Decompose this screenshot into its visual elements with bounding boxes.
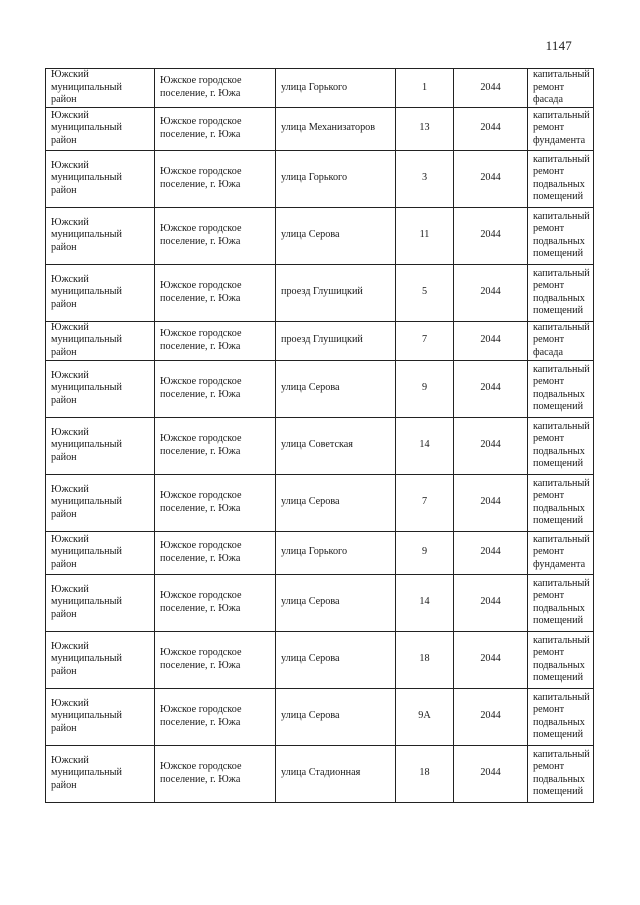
district-cell: Южский муниципальный район <box>46 474 155 531</box>
table-row <box>46 745 594 802</box>
district-cell: Южский муниципальный район <box>46 531 155 574</box>
year-cell: 2044 <box>454 207 528 264</box>
table-row <box>46 360 594 417</box>
district-cell: Южский муниципальный район <box>46 107 155 150</box>
district-cell: Южский муниципальный район <box>46 321 155 360</box>
table-row <box>46 150 594 207</box>
year-cell: 2044 <box>454 745 528 802</box>
year-cell: 2044 <box>454 474 528 531</box>
house-number-cell: 7 <box>396 321 454 360</box>
house-number-cell: 9 <box>396 360 454 417</box>
work-type-cell: капитальный ремонт фасада <box>528 321 594 360</box>
street-cell: улица Серова <box>276 207 396 264</box>
repair-schedule-table <box>45 68 594 803</box>
settlement-cell: Южское городское поселение, г. Южа <box>155 321 276 360</box>
work-type-cell: капитальный ремонт подвальных помещений <box>528 688 594 745</box>
street-cell: улица Серова <box>276 360 396 417</box>
district-cell: Южский муниципальный район <box>46 574 155 631</box>
house-number-cell: 7 <box>396 474 454 531</box>
street-cell: улица Советская <box>276 417 396 474</box>
year-cell: 2044 <box>454 417 528 474</box>
table-row <box>46 264 594 321</box>
district-cell: Южский муниципальный район <box>46 417 155 474</box>
year-cell: 2044 <box>454 688 528 745</box>
year-cell: 2044 <box>454 264 528 321</box>
work-type-cell: капитальный ремонт подвальных помещений <box>528 474 594 531</box>
settlement-cell: Южское городское поселение, г. Южа <box>155 69 276 108</box>
year-cell: 2044 <box>454 531 528 574</box>
table-row <box>46 474 594 531</box>
house-number-cell: 5 <box>396 264 454 321</box>
street-cell: проезд Глушицкий <box>276 264 396 321</box>
district-cell: Южский муниципальный район <box>46 264 155 321</box>
settlement-cell: Южское городское поселение, г. Южа <box>155 531 276 574</box>
district-cell: Южский муниципальный район <box>46 207 155 264</box>
table-body <box>46 69 594 803</box>
house-number-cell: 11 <box>396 207 454 264</box>
house-number-cell: 18 <box>396 745 454 802</box>
table-row <box>46 321 594 360</box>
table-row <box>46 69 594 108</box>
page-number: 1147 <box>545 38 572 53</box>
settlement-cell: Южское городское поселение, г. Южа <box>155 745 276 802</box>
table-row <box>46 531 594 574</box>
year-cell: 2044 <box>454 69 528 108</box>
settlement-cell: Южское городское поселение, г. Южа <box>155 107 276 150</box>
settlement-cell: Южское городское поселение, г. Южа <box>155 264 276 321</box>
house-number-cell: 13 <box>396 107 454 150</box>
street-cell: улица Серова <box>276 474 396 531</box>
table-row <box>46 631 594 688</box>
work-type-cell: капитальный ремонт фундамента <box>528 531 594 574</box>
work-type-cell: капитальный ремонт подвальных помещений <box>528 631 594 688</box>
street-cell: улица Серова <box>276 574 396 631</box>
settlement-cell: Южское городское поселение, г. Южа <box>155 574 276 631</box>
table-row <box>46 207 594 264</box>
house-number-cell: 3 <box>396 150 454 207</box>
district-cell: Южский муниципальный район <box>46 688 155 745</box>
settlement-cell: Южское городское поселение, г. Южа <box>155 417 276 474</box>
settlement-cell: Южское городское поселение, г. Южа <box>155 474 276 531</box>
year-cell: 2044 <box>454 321 528 360</box>
year-cell: 2044 <box>454 360 528 417</box>
settlement-cell: Южское городское поселение, г. Южа <box>155 150 276 207</box>
work-type-cell: капитальный ремонт подвальных помещений <box>528 745 594 802</box>
settlement-cell: Южское городское поселение, г. Южа <box>155 631 276 688</box>
street-cell: улица Горького <box>276 531 396 574</box>
settlement-cell: Южское городское поселение, г. Южа <box>155 688 276 745</box>
district-cell: Южский муниципальный район <box>46 150 155 207</box>
settlement-cell: Южское городское поселение, г. Южа <box>155 360 276 417</box>
street-cell: проезд Глушицкий <box>276 321 396 360</box>
table-row <box>46 574 594 631</box>
work-type-cell: капитальный ремонт подвальных помещений <box>528 264 594 321</box>
work-type-cell: капитальный ремонт подвальных помещений <box>528 574 594 631</box>
street-cell: улица Стадионная <box>276 745 396 802</box>
year-cell: 2044 <box>454 631 528 688</box>
district-cell: Южский муниципальный район <box>46 745 155 802</box>
district-cell: Южский муниципальный район <box>46 69 155 108</box>
street-cell: улица Горького <box>276 69 396 108</box>
year-cell: 2044 <box>454 574 528 631</box>
work-type-cell: капитальный ремонт подвальных помещений <box>528 360 594 417</box>
street-cell: улица Горького <box>276 150 396 207</box>
house-number-cell: 1 <box>396 69 454 108</box>
street-cell: улица Механизаторов <box>276 107 396 150</box>
year-cell: 2044 <box>454 107 528 150</box>
work-type-cell: капитальный ремонт подвальных помещений <box>528 150 594 207</box>
house-number-cell: 14 <box>396 417 454 474</box>
year-cell: 2044 <box>454 150 528 207</box>
work-type-cell: капитальный ремонт подвальных помещений <box>528 417 594 474</box>
work-type-cell: капитальный ремонт фасада <box>528 69 594 108</box>
table-row <box>46 417 594 474</box>
house-number-cell: 9А <box>396 688 454 745</box>
street-cell: улица Серова <box>276 688 396 745</box>
work-type-cell: капитальный ремонт подвальных помещений <box>528 207 594 264</box>
work-type-cell: капитальный ремонт фундамента <box>528 107 594 150</box>
district-cell: Южский муниципальный район <box>46 631 155 688</box>
table-row <box>46 688 594 745</box>
street-cell: улица Серова <box>276 631 396 688</box>
house-number-cell: 9 <box>396 531 454 574</box>
house-number-cell: 14 <box>396 574 454 631</box>
house-number-cell: 18 <box>396 631 454 688</box>
table-row <box>46 107 594 150</box>
settlement-cell: Южское городское поселение, г. Южа <box>155 207 276 264</box>
district-cell: Южский муниципальный район <box>46 360 155 417</box>
